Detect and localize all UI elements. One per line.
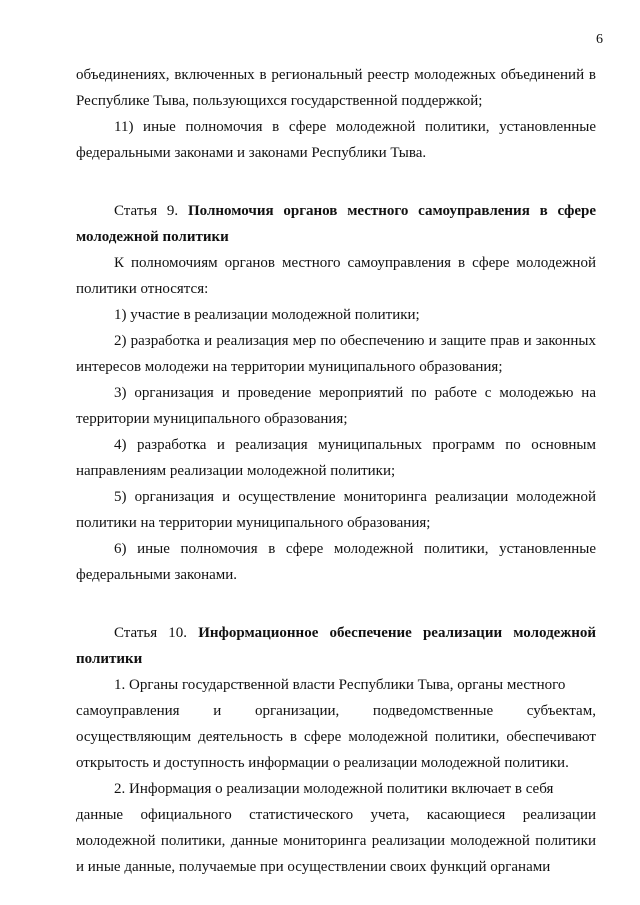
word: и — [213, 703, 222, 719]
word: организации, — [254, 703, 340, 719]
article-9-item: 5) организация и осуществление мониторинга реализации молодежной политики на территории муниципального образования; — [76, 489, 596, 531]
article-9-item: 6) иные полномочия в сфере молодежной политики, установленные федеральными законами. — [76, 541, 596, 583]
word: подведомственные — [372, 703, 494, 719]
article-10-para2-line1: 2. Информация о реализации молодежной политики включает в себя — [114, 781, 554, 797]
word: реализации — [522, 807, 596, 823]
article-9-title: Полномочия органов местного самоуправления в сфере молодежной политики — [76, 203, 597, 245]
article-9-intro: К полномочиям органов местного самоуправления в сфере молодежной политики относятся: — [76, 255, 596, 297]
article-9-heading — [76, 198, 596, 250]
article-10-para1-line2 — [76, 698, 596, 724]
article-10-para2-rest: молодежной политики, данные мониторинга реализации молодежной политики и иные данные, получаемые при осуществлении своих функций органами — [76, 833, 596, 875]
word: официального — [140, 807, 232, 823]
word: данные — [76, 807, 124, 823]
document-body — [76, 62, 596, 880]
word: самоуправления — [76, 703, 180, 719]
article-10-heading — [76, 620, 596, 672]
article-10-para1-line1: 1. Органы государственной власти Республики Тыва, органы местного — [114, 677, 566, 693]
word: субъектам, — [526, 703, 596, 719]
word: касающиеся — [426, 807, 506, 823]
page-number: 6 — [596, 32, 603, 47]
continuation-paragraph: объединениях, включенных в региональный реестр молодежных объединений в Республике Тыва, пользующихся государственной поддержкой; — [76, 67, 596, 109]
word: учета, — [370, 807, 410, 823]
article-9-item: 2) разработка и реализация мер по обеспечению и защите прав и законных интересов молодежи на территории муниципального образования; — [76, 333, 596, 375]
list-item-11: 11) иные полномочия в сфере молодежной политики, установленные федеральными законами и законами Республики Тыва. — [76, 119, 596, 161]
article-10-label: Статья 10. — [114, 625, 188, 641]
article-9-item: 1) участие в реализации молодежной политики; — [114, 307, 420, 323]
word: статистического — [249, 807, 354, 823]
article-10-title: Информационное обеспечение реализации молодежной политики — [76, 625, 596, 667]
article-9-item: 3) организация и проведение мероприятий по работе с молодежью на территории муниципального образования; — [76, 385, 596, 427]
article-10-para2-line2 — [76, 802, 596, 828]
article-9-label: Статья 9. — [114, 203, 179, 219]
article-10-para1-rest: осуществляющим деятельность в сфере молодежной политики, обеспечивают открытость и доступность информации о реализации молодежной политики. — [76, 729, 596, 771]
article-9-item: 4) разработка и реализация муниципальных программ по основным направлениям реализации молодежной политики; — [76, 437, 596, 479]
